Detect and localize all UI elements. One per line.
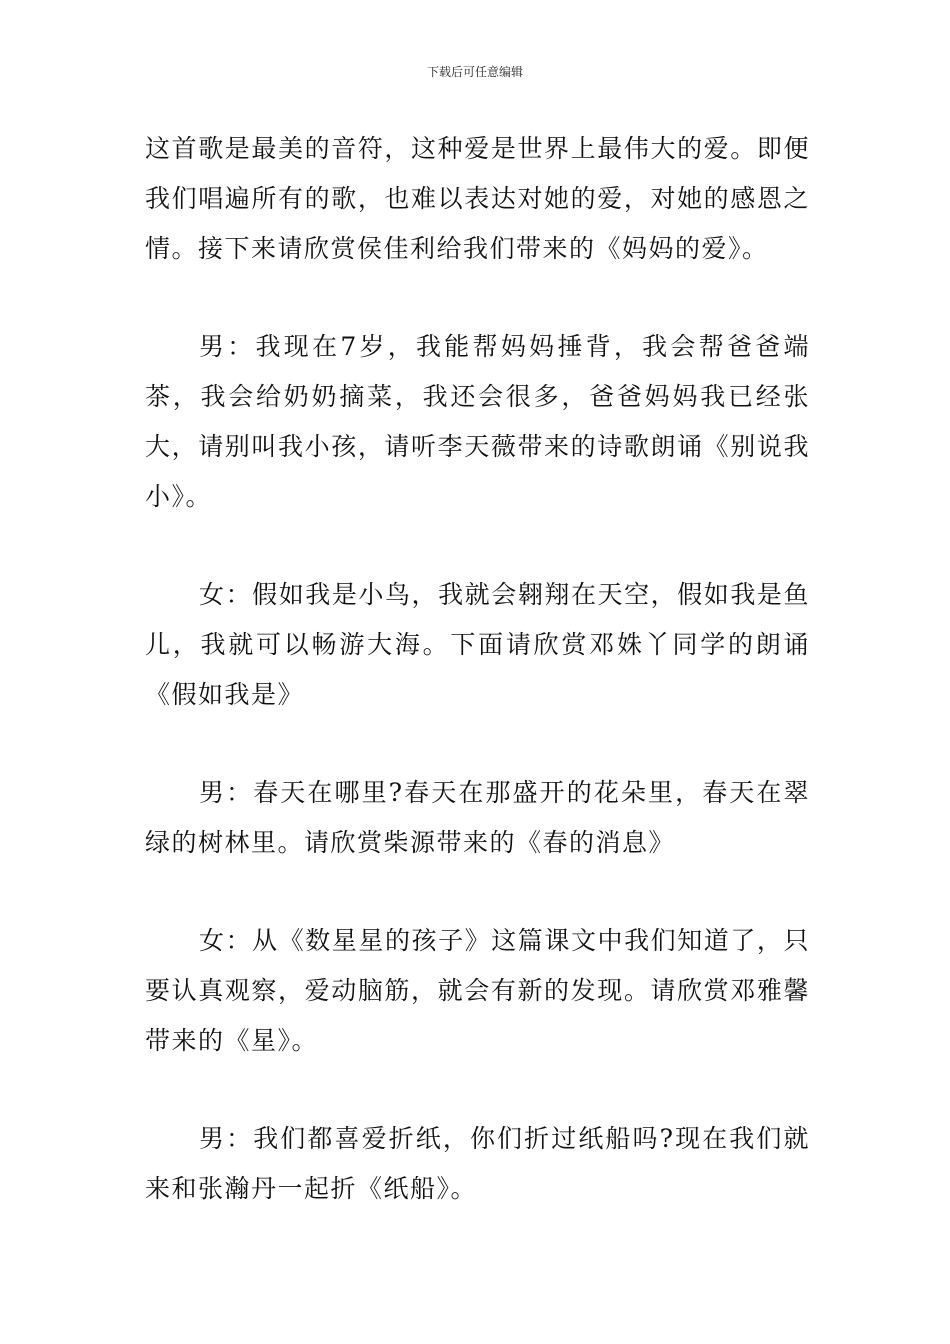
paragraph-male-3: 男：我们都喜爱折纸，你们折过纸船吗?现在我们就来和张瀚丹一起折《纸船》。 bbox=[145, 1124, 810, 1203]
paragraph-continuation: 这首歌是最美的音符，这种爱是世界上最伟大的爱。即便我们唱遍所有的歌，也难以表达对她的爱，对她的感恩之情。接下来请欣赏侯佳利给我们带来的《妈妈的爱》。 bbox=[145, 134, 810, 263]
paragraph-female-2: 女：从《数星星的孩子》这篇课文中我们知道了，只要认真观察，爱动脑筋，就会有新的发现。请欣赏邓雅馨带来的《星》。 bbox=[145, 926, 810, 1055]
page-header-note: 下载后可任意编辑 bbox=[426, 65, 523, 79]
paragraph-female-1: 女：假如我是小鸟，我就会翱翔在天空，假如我是鱼儿，我就可以畅游大海。下面请欣赏邓姝丫同学的朗诵《假如我是》 bbox=[145, 580, 810, 709]
paragraph-male-2: 男：春天在哪里?春天在那盛开的花朵里，春天在翠绿的树林里。请欣赏柴源带来的《春的消息》 bbox=[145, 778, 810, 857]
paragraph-male-1: 男：我现在7岁，我能帮妈妈捶背，我会帮爸爸端茶，我会给奶奶摘菜，我还会很多，爸爸妈妈我已经张大，请别叫我小孩，请听李天薇带来的诗歌朗诵《别说我小》。 bbox=[145, 332, 810, 511]
document-body bbox=[145, 124, 810, 1214]
